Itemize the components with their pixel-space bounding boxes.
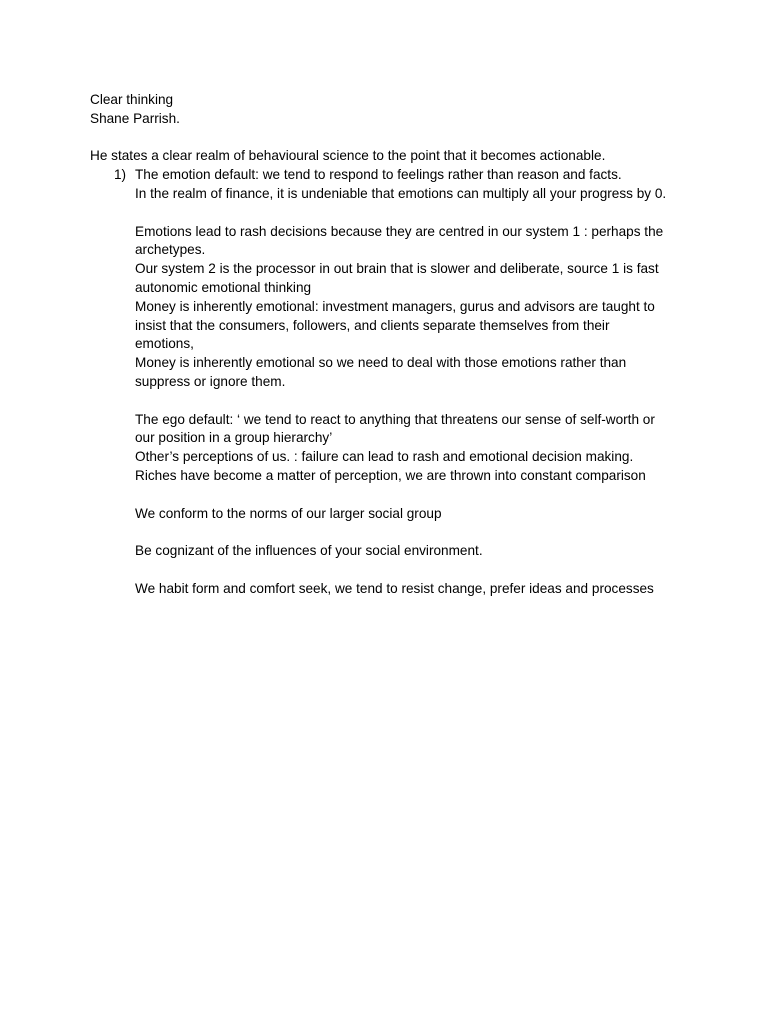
blank-line: [135, 204, 690, 223]
text-line: In the realm of finance, it is undeniable that emotions can multiply all your progress by 0.: [135, 185, 667, 201]
list-item-body: [90, 166, 690, 598]
document-title: Clear thinking: [90, 92, 174, 107]
document-author: Shane Parrish.: [90, 110, 180, 126]
text-line: Our system 2 is the processor in out brain that is slower and deliberate, source 1 is fast: [135, 261, 659, 277]
text-line: our position in a group hierarchy’: [135, 430, 333, 446]
blank-line: [135, 561, 690, 580]
intro-paragraph: He states a clear realm of behavioural science to the point that it becomes actionable.: [90, 148, 606, 164]
text-line: Money is inherently emotional so we need to deal with those emotions rather than: [135, 355, 627, 371]
text-line: Be cognizant of the influences of your social environment.: [135, 543, 483, 559]
list-marker: 1): [114, 167, 127, 183]
list-item-1: [90, 166, 690, 598]
text-line: suppress or ignore them.: [135, 373, 286, 389]
blank-line: [90, 129, 690, 148]
blank-line: [135, 392, 690, 411]
text-line: We conform to the norms of our larger social group: [135, 505, 442, 521]
text-line: emotions,: [135, 336, 194, 352]
text-line: The emotion default: we tend to respond to feelings rather than reason and facts.: [135, 167, 622, 183]
text-line: Riches have become a matter of perception, we are thrown into constant comparison: [135, 467, 646, 483]
text-line: Other’s perceptions of us. : failure can lead to rash and emotional decision making.: [135, 449, 634, 465]
text-line: archetypes.: [135, 242, 206, 258]
text-line: autonomic emotional thinking: [135, 279, 312, 295]
text-line: Emotions lead to rash decisions because they are centred in our system 1 : perhaps the: [135, 223, 664, 239]
text-line: Money is inherently emotional: investment managers, gurus and advisors are taught to: [135, 298, 655, 314]
blank-line: [135, 486, 690, 505]
text-line: We habit form and comfort seek, we tend to resist change, prefer ideas and processes: [135, 580, 654, 596]
text-line: insist that the consumers, followers, and clients separate themselves from their: [135, 317, 610, 333]
document-page: [90, 91, 690, 599]
text-line: The ego default: ‘ we tend to react to anything that threatens our sense of self-worth or: [135, 411, 655, 427]
blank-line: [135, 523, 690, 542]
